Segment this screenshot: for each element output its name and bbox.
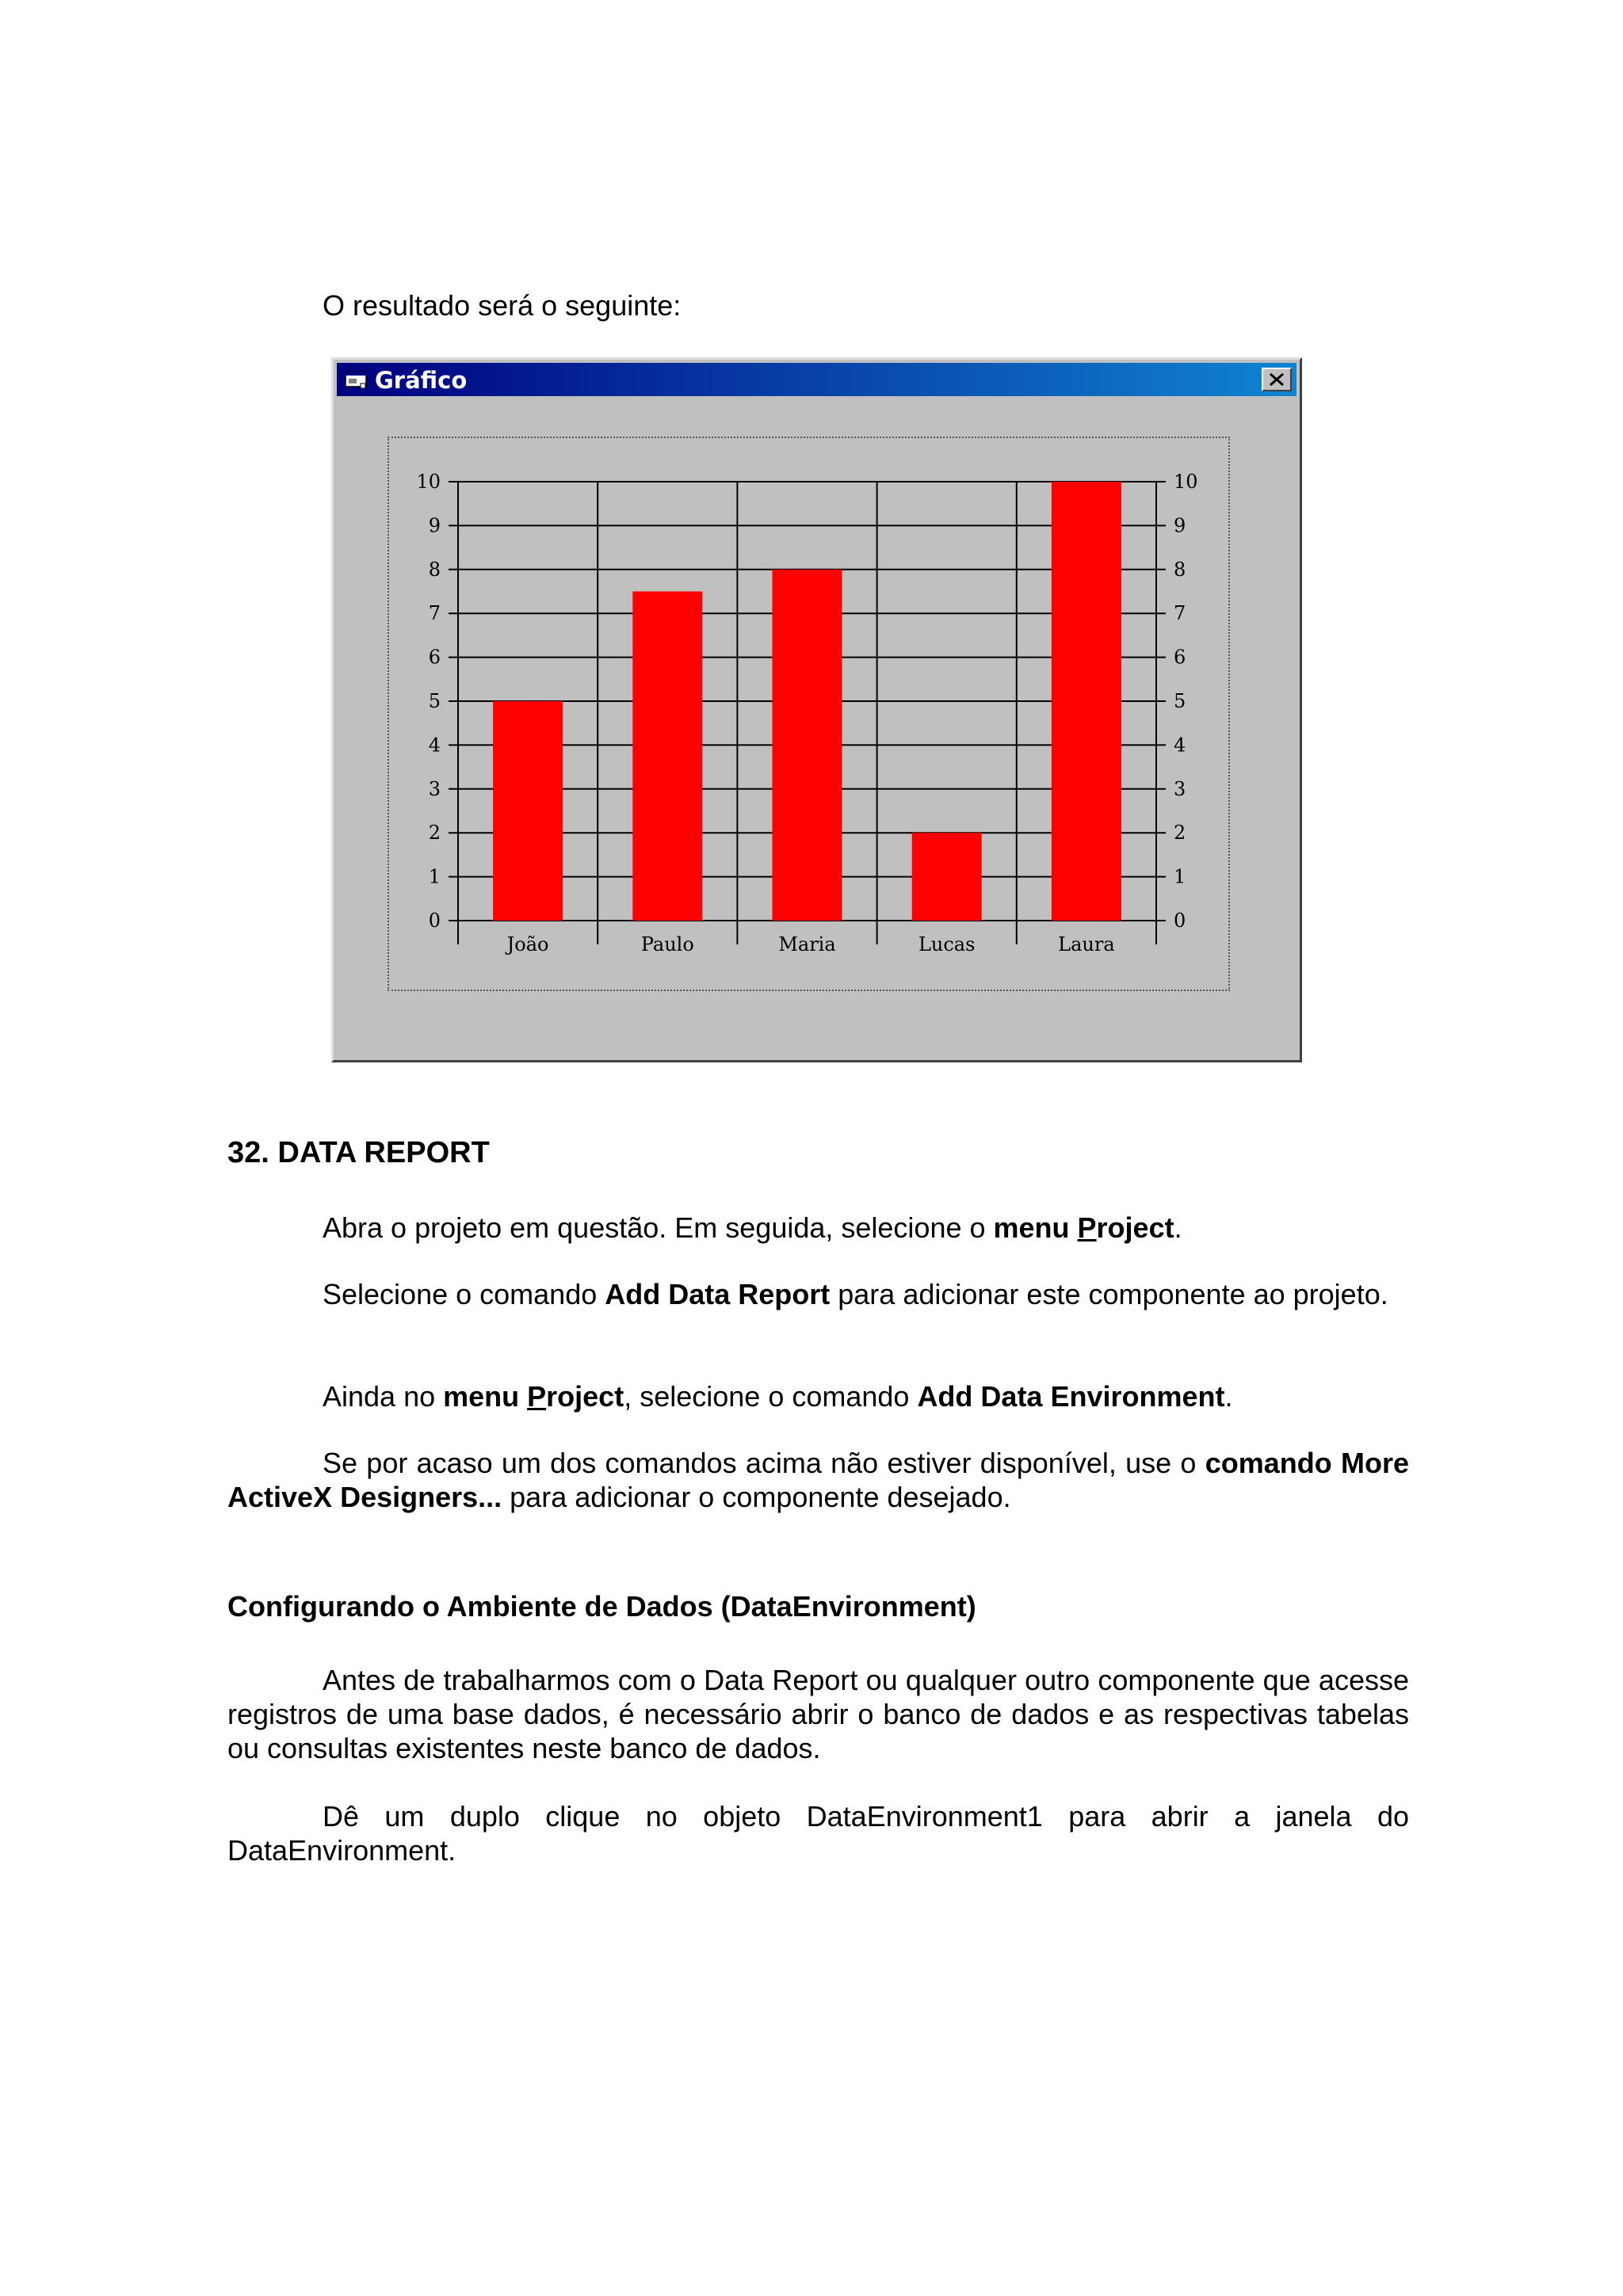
y-tick-label-right: 9 bbox=[1174, 514, 1186, 537]
y-tick-label-right: 8 bbox=[1174, 558, 1186, 581]
bar bbox=[1052, 482, 1121, 921]
section-paragraph-2: Selecione o comando Add Data Report para adicionar este componente ao projeto. bbox=[323, 1278, 1388, 1310]
section-heading: 32. DATA REPORT bbox=[227, 1136, 490, 1169]
y-tick-label-left: 4 bbox=[428, 734, 441, 757]
y-tick-label-left: 1 bbox=[428, 865, 441, 888]
title-bar[interactable] bbox=[337, 363, 1296, 396]
section-paragraph-1: Abra o projeto em questão. Em seguida, selecione o menu Project. bbox=[323, 1211, 1182, 1244]
grafico-window bbox=[331, 357, 1302, 1062]
y-tick-label-left: 0 bbox=[428, 910, 441, 932]
bar bbox=[912, 833, 982, 921]
y-tick-label-right: 1 bbox=[1174, 865, 1186, 888]
y-tick-label-left: 5 bbox=[428, 690, 441, 712]
vb-form-icon bbox=[345, 370, 369, 389]
section-paragraph-3: Ainda no menu Project, selecione o comando Add Data Environment. bbox=[323, 1380, 1233, 1413]
x-category-label: João bbox=[506, 933, 549, 955]
y-tick-label-left: 10 bbox=[416, 471, 441, 493]
y-tick-label-left: 6 bbox=[428, 646, 441, 669]
bar-chart bbox=[389, 438, 1228, 990]
y-tick-label-left: 9 bbox=[428, 514, 441, 537]
close-button[interactable] bbox=[1262, 368, 1292, 391]
subsection-heading: Configurando o Ambiente de Dados (DataEnvironment) bbox=[227, 1590, 976, 1623]
y-tick-label-left: 3 bbox=[428, 777, 441, 800]
bar bbox=[632, 592, 702, 921]
y-tick-label-right: 2 bbox=[1174, 822, 1186, 845]
bar bbox=[493, 701, 563, 921]
y-tick-label-right: 4 bbox=[1174, 734, 1186, 757]
x-category-label: Lucas bbox=[918, 933, 976, 955]
y-tick-label-right: 7 bbox=[1174, 602, 1186, 625]
bar bbox=[773, 570, 842, 921]
y-tick-label-right: 5 bbox=[1174, 690, 1186, 712]
x-category-label: Maria bbox=[778, 933, 836, 955]
y-tick-label-left: 8 bbox=[428, 558, 441, 581]
y-tick-label-left: 7 bbox=[428, 602, 441, 625]
chart-frame bbox=[388, 437, 1230, 991]
x-category-label: Laura bbox=[1058, 933, 1115, 955]
close-icon bbox=[1269, 372, 1285, 387]
window-title: Gráfico bbox=[375, 367, 468, 394]
y-tick-label-right: 3 bbox=[1174, 777, 1186, 800]
subsection-paragraph-2: Dê um duplo clique no objeto DataEnvironment1 para abrir a janela do DataEnvironment. bbox=[227, 1800, 1409, 1867]
section-paragraph-4: Se por acaso um dos comandos acima não estiver disponível, use o comando More ActiveX Designers... para adicionar o componente desejado. bbox=[227, 1447, 1409, 1513]
y-tick-label-right: 6 bbox=[1174, 646, 1186, 669]
y-tick-label-right: 0 bbox=[1174, 910, 1186, 932]
intro-text: O resultado será o seguinte: bbox=[323, 289, 682, 322]
y-tick-label-right: 10 bbox=[1174, 471, 1198, 493]
x-category-label: Paulo bbox=[640, 933, 694, 955]
y-tick-label-left: 2 bbox=[428, 822, 441, 845]
subsection-paragraph-1: Antes de trabalharmos com o Data Report ou qualquer outro componente que acesse registros de uma base dados, é necessário abrir o banco de dados e as respectivas tabelas ou consultas existentes neste banco de dados. bbox=[227, 1664, 1409, 1764]
